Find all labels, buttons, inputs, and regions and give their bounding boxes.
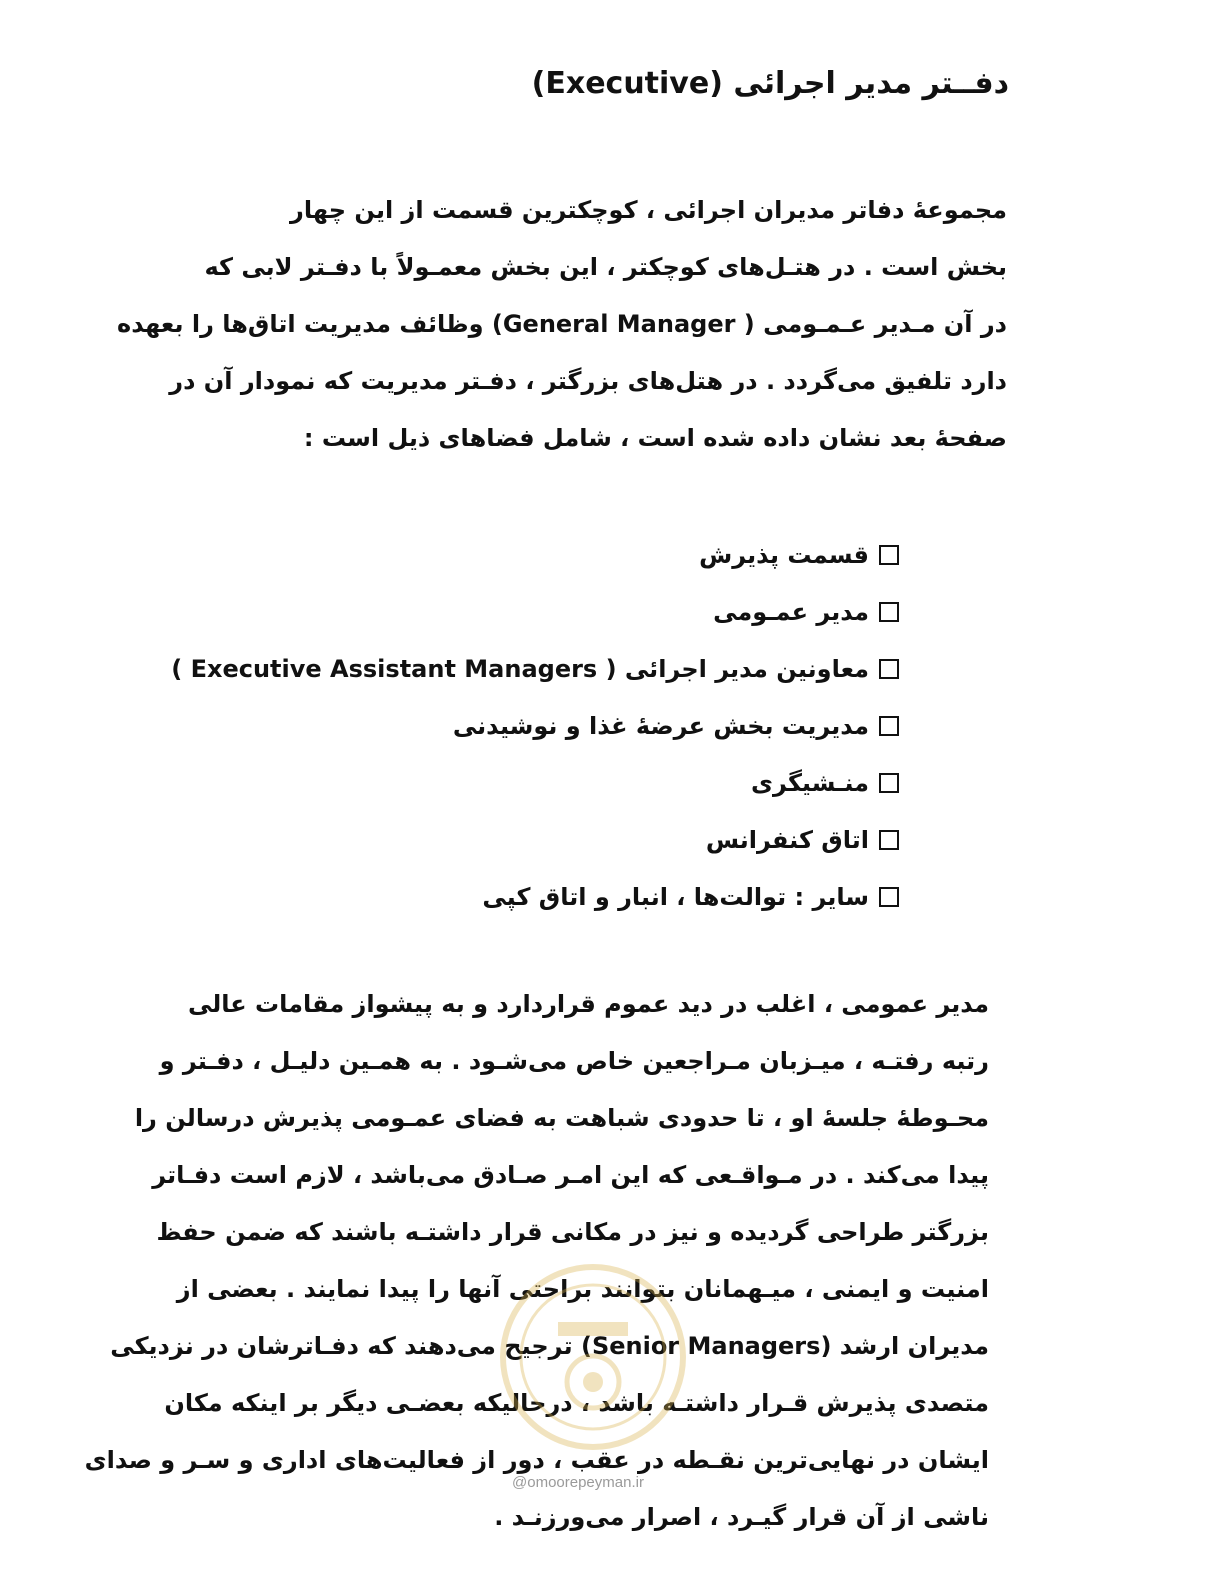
checklist-item	[171, 754, 899, 811]
paragraph-line: بزرگتر طراحی گردیده و نیز در مکانی قرار داشتـه باشند که ضمن حفظ	[156, 1218, 989, 1246]
section-title: دفــتر مدیر اجرائی (Executive)	[531, 66, 1009, 101]
checklist-item	[171, 640, 899, 697]
paragraph-line: دارد تلفیق می‌گردد . در هتل‌های بزرگتر ، دفـتر مدیریت که نمودار آن در	[169, 367, 1007, 395]
checklist-item-label: معاونین مدیر اجرائی ( Executive Assistant Managers )	[171, 654, 869, 683]
checklist-item-label: اتاق کنفرانس	[705, 825, 869, 854]
watermark-url: @omoorepeyman.ir	[512, 1474, 644, 1491]
checkbox-icon	[879, 716, 899, 736]
intro-paragraph	[54, 182, 1007, 467]
checkbox-icon	[879, 659, 899, 679]
paragraph-line: مجموعهٔ دفاتر مدیران اجرائی ، کوچکترین قسمت از این چهار	[290, 196, 1007, 224]
checklist-item	[171, 868, 899, 925]
checkbox-icon	[879, 545, 899, 565]
paragraph-line: در آن مـدیر عـمـومی ( General Manager) وظائف مدیریت اتاق‌ها را بعهده	[117, 310, 1007, 338]
watermark-logo	[498, 1262, 688, 1452]
space-checklist	[171, 526, 899, 925]
checklist-item	[171, 811, 899, 868]
checklist-item-label: قسمت پذیرش	[699, 540, 869, 569]
paragraph-line: صفحهٔ بعد نشان داده شده است ، شامل فضاهای ذیل است :	[303, 424, 1007, 452]
paragraph-line: متصدی پذیرش قـرار داشتـه باشد ، درحالیکه بعضـی دیگر بر اینکه مکان	[164, 1389, 989, 1417]
checklist-item	[171, 526, 899, 583]
checkbox-icon	[879, 773, 899, 793]
paragraph-line: مدیران ارشد (Senior Managers) ترجیح می‌دهند که دفـاترشان در نزدیکی	[110, 1332, 989, 1360]
paragraph-line: امنیت و ایمنی ، میـهمانان بتوانند براحتی آنها را پیدا نمایند . بعضی از	[176, 1275, 989, 1303]
body-paragraph	[38, 976, 989, 1546]
checkbox-icon	[879, 830, 899, 850]
paragraph-line: بخش است . در هتـل‌های کوچکتر ، این بخش معمـولاً با دفـتر لابی که	[204, 253, 1007, 281]
checklist-item	[171, 583, 899, 640]
paragraph-line: رتبه رفتـه ، میـزبان مـراجعین خاص می‌شـود . به همـین دلیـل ، دفـتر و	[159, 1047, 989, 1075]
checkbox-icon	[879, 887, 899, 907]
checklist-item-label: مدیر عمـومی	[713, 597, 869, 626]
checklist-item-label: منـشیگری	[751, 768, 869, 797]
paragraph-line: پیدا می‌کند . در مـواقـعی که این امـر صـادق می‌باشد ، لازم است دفـاتر	[152, 1161, 989, 1189]
paragraph-line: مدیر عمومی ، اغلب در دید عموم قراردارد و به پیشواز مقامات عالی	[188, 990, 989, 1018]
checklist-item-label: مدیریت بخش عرضهٔ غذا و نوشیدنی	[452, 711, 869, 740]
paragraph-line: ناشی از آن قرار گیـرد ، اصرار می‌ورزنـد .	[494, 1503, 989, 1531]
checklist-item	[171, 697, 899, 754]
checklist-item-label: سایر : توالت‌ها ، انبار و اتاق کپی	[482, 882, 869, 911]
checkbox-icon	[879, 602, 899, 622]
paragraph-line: محـوطهٔ جلسهٔ او ، تا حدودی شباهت به فضای عمـومی پذیرش درسالن را	[134, 1104, 989, 1132]
paragraph-line: ایشان در نهایی‌ترین نقـطه در عقب ، دور از فعالیت‌های اداری و سـر و صدای	[84, 1446, 989, 1474]
